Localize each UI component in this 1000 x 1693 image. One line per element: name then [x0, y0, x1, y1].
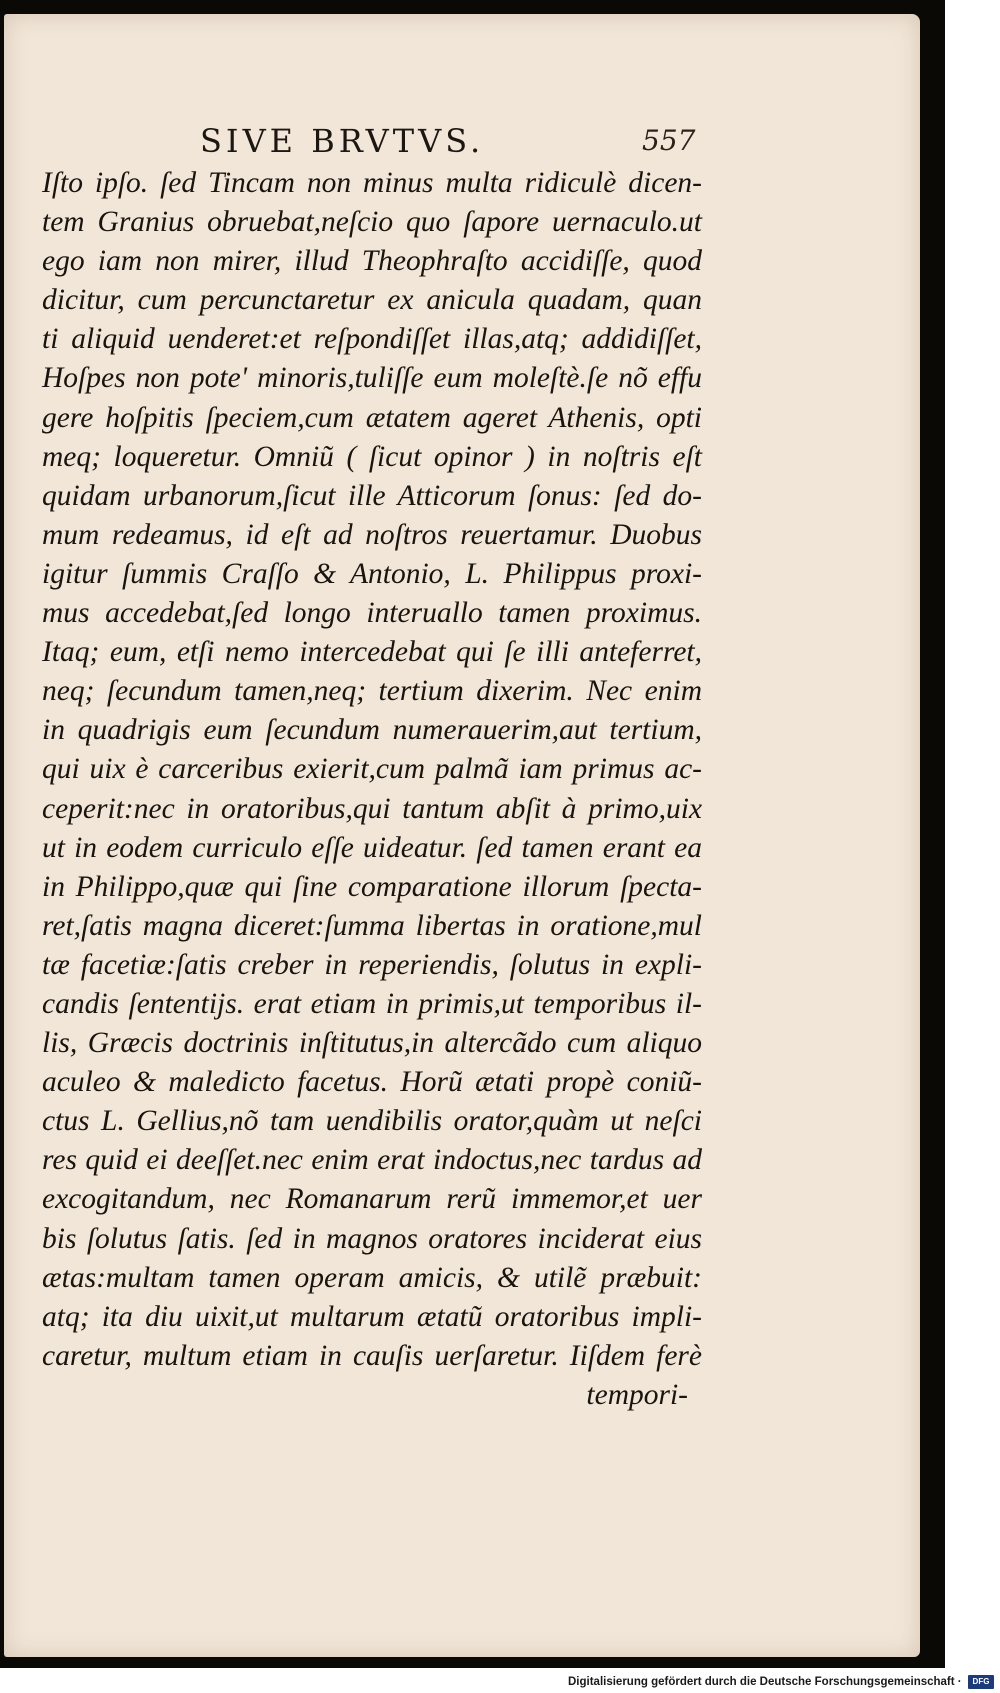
text-line: Hoſpes non pote' minoris,tuliſſe eum moleſtè.ſe nõ effu	[42, 362, 702, 395]
text-line: dicitur, cum percunctaretur ex anicula quadam, quan	[42, 284, 702, 317]
text-line: candis ſententijs. erat etiam in primis,ut temporibus il-	[42, 987, 702, 1020]
text-line: caretur, multum etiam in cauſis uerſaretur. Iiſdem ferè	[42, 1339, 702, 1372]
text-line: bis ſolutus ſatis. ſed in magnos oratores inciderat eius	[42, 1222, 702, 1255]
text-line: ut in eodem curriculo eſſe uideatur. ſed tamen erant ea	[42, 831, 702, 864]
text-line: mum redeamus, id eſt ad noſtros reuertamur. Duobus	[42, 518, 702, 551]
text-line: gere hoſpitis ſpeciem,cum ætatem ageret Athenis, opti	[42, 401, 702, 434]
text-line: qui uix è carceribus exierit,cum palmã iam primus ac-	[42, 753, 702, 786]
page-number: 557	[642, 124, 696, 157]
text-line: ætas:multam tamen operam amicis, & utilẽ præbuit:	[42, 1261, 702, 1294]
text-line: excogitandum, nec Romanarum rerũ immemor,et uer	[42, 1183, 702, 1216]
text-line: ego iam non mirer, illud Theophraſto accidiſſe, quod	[42, 245, 702, 278]
text-line: Iſto ipſo. ſed Tincam non minus multa ridiculè dicen-	[42, 167, 702, 199]
text-line: Itaq; eum, etſi nemo intercedebat qui ſe illi anteferret,	[42, 636, 702, 669]
text-line: ret,ſatis magna diceret:ſumma libertas in oratione,mul	[42, 909, 702, 942]
text-line: res quid ei deeſſet.nec enim erat indoctus,nec tardus ad	[42, 1144, 702, 1177]
text-line: lis, Græcis doctrinis inſtitutus,in altercãdo cum aliquo	[42, 1027, 702, 1060]
digitization-footer	[560, 1673, 1000, 1693]
text-line: tem Granius obruebat,neſcio quo ſapore uernaculo.ut	[42, 206, 702, 239]
text-line: tempori-	[586, 1378, 688, 1411]
running-title: SIVE BRVTVS.	[200, 122, 485, 160]
text-line: igitur ſummis Craſſo & Antonio, L. Philippus proxi-	[42, 557, 702, 590]
text-line: tæ facetiæ:ſatis creber in reperiendis, ſolutus in expli-	[42, 948, 702, 981]
text-line: ti aliquid uenderet:et reſpondiſſet illas,atq; addidiſſet,	[42, 323, 702, 356]
digitization-credit: Digitalisierung gefördert durch die Deutsche Forschungsgemeinschaft ·	[568, 1676, 962, 1688]
text-line: meq; loqueretur. Omniũ ( ſicut opinor ) in noſtris eſt	[42, 440, 702, 473]
text-line: quidam urbanorum,ſicut ille Atticorum ſonus: ſed do-	[42, 479, 702, 512]
text-line: ceperit:nec in oratoribus,qui tantum abſit à primo,uix	[42, 792, 702, 825]
dfg-logo-icon: DFG	[968, 1675, 994, 1689]
text-line: in Philippo,quæ qui ſine comparatione illorum ſpecta-	[42, 870, 702, 903]
body-text	[42, 164, 702, 1415]
text-line: ctus L. Gellius,nõ tam uendibilis orator,quàm ut neſci	[42, 1105, 702, 1138]
text-line: neq; ſecundum tamen,neq; tertium dixerim. Nec enim	[42, 675, 702, 708]
text-line: in quadrigis eum ſecundum numerauerim,aut tertium,	[42, 714, 702, 747]
text-line: mus accedebat,ſed longo interuallo tamen proximus.	[42, 597, 702, 630]
text-line: atq; ita diu uixit,ut multarum ætatũ oratoribus impli-	[42, 1300, 702, 1333]
text-line: aculeo & maledicto facetus. Horũ ætati propè coniũ-	[42, 1066, 702, 1099]
book-page	[4, 14, 920, 1657]
